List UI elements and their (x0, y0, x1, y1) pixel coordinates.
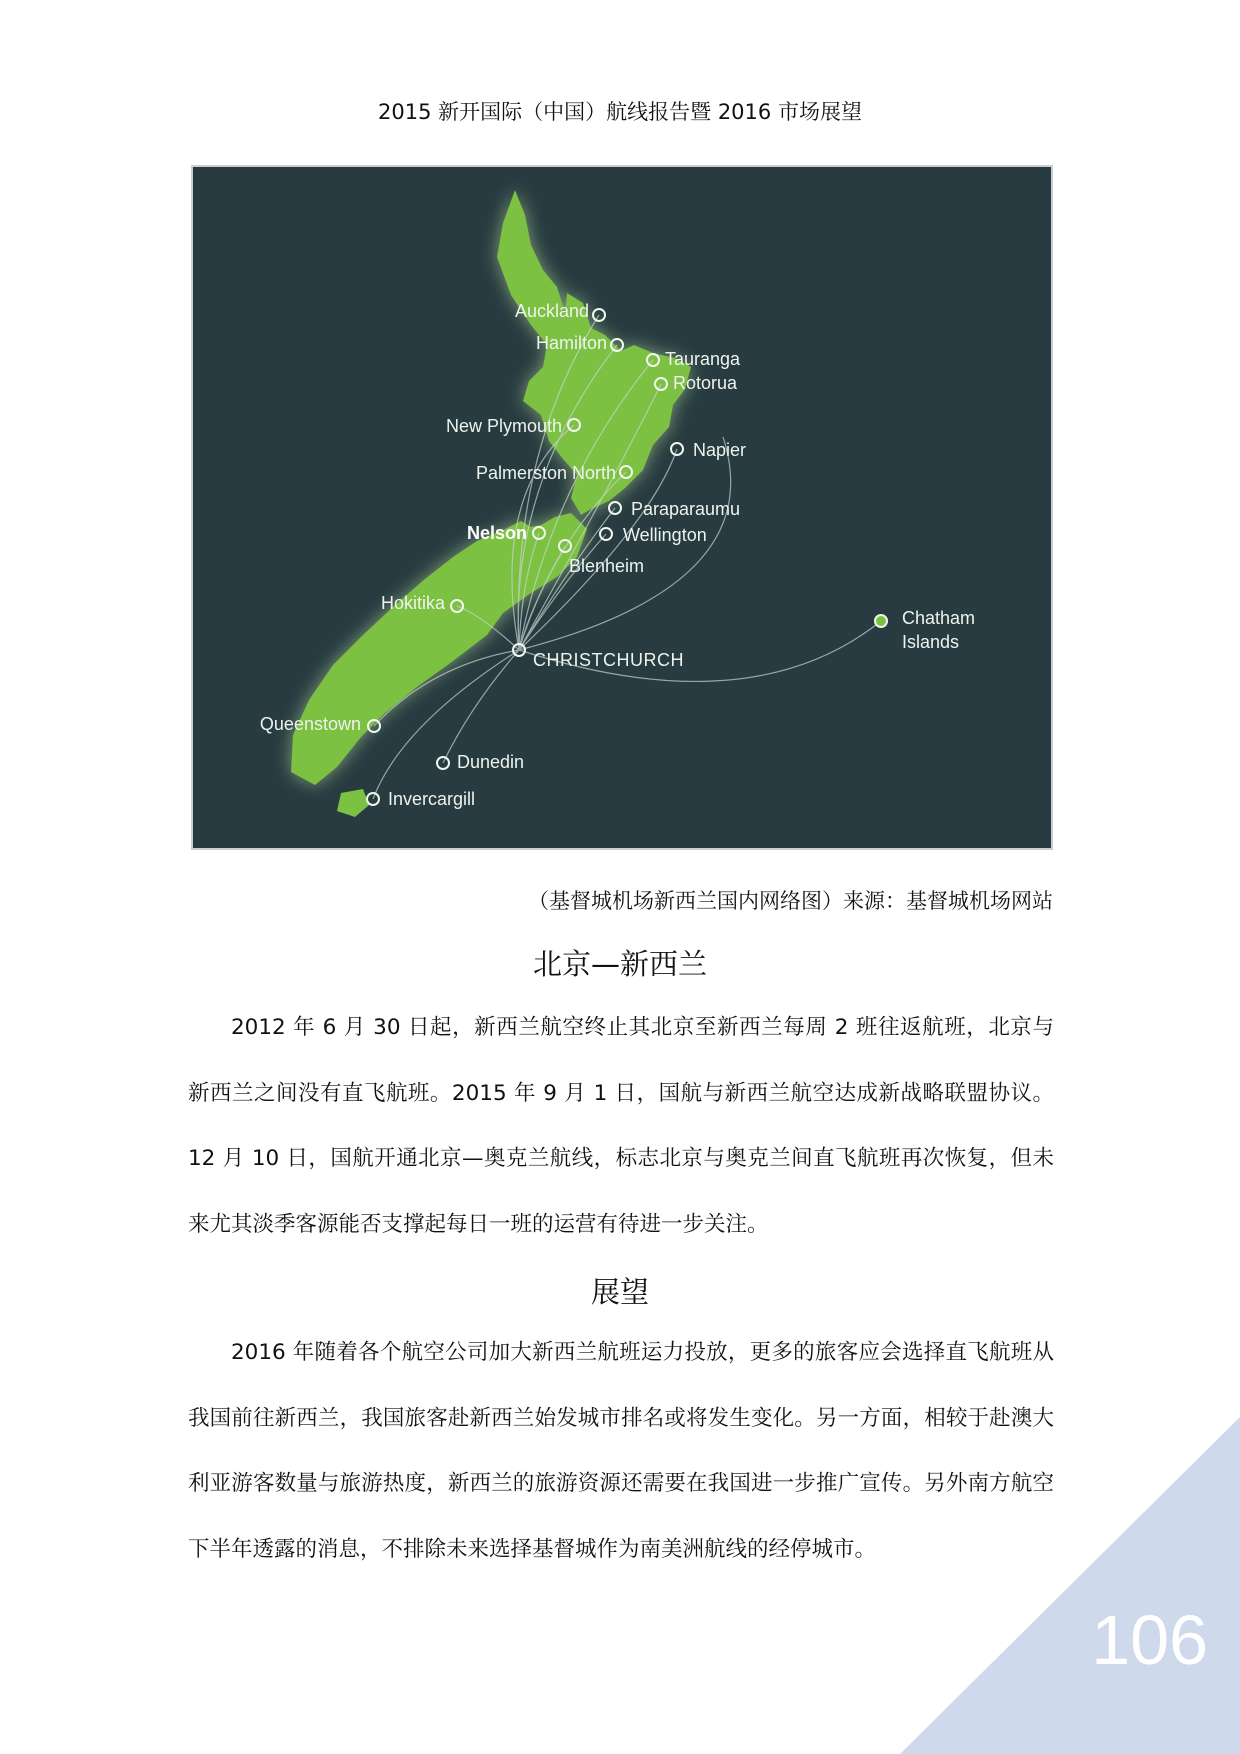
page-number: 106 (1091, 1601, 1208, 1679)
label-blenheim: Blenheim (569, 556, 645, 576)
section-title-outlook: 展望 (590, 1275, 649, 1309)
label-chatham: Chatham (902, 608, 976, 628)
label-new-plymouth: New Plymouth (445, 416, 562, 436)
running-header: 2015 新开国际（中国）航线报告暨 2016 市场展望 (378, 100, 862, 124)
label-islands: Islands (902, 632, 960, 652)
label-paraparaumu: Paraparaumu (631, 499, 741, 519)
label-dunedin: Dunedin (457, 752, 525, 772)
section-title-beijing-nz: 北京—新西兰 (532, 947, 707, 981)
label-invercargill: Invercargill (388, 789, 476, 809)
south-island-shape (291, 513, 587, 785)
label-napier: Napier (693, 440, 747, 460)
figure-caption: （基督城机场新西兰国内网络图）来源：基督城机场网站 (528, 889, 1053, 913)
label-auckland: Auckland (514, 301, 589, 321)
label-hamilton: Hamilton (535, 333, 607, 353)
route-map-svg (191, 165, 1053, 850)
label-hokitika: Hokitika (380, 593, 445, 613)
label-palmerston-north: Palmerston North (475, 463, 616, 483)
corner-decoration (900, 1417, 1240, 1754)
label-nelson: Nelson (466, 523, 527, 543)
city-marker-chatham (875, 615, 887, 627)
paragraph-beijing-nz: 2012 年 6 月 30 日起，新西兰航空终止其北京至新西兰每周 2 班往返航班，北京与新西兰之间没有直飞航班。2015 年 9 月 1 日，国航与新西兰航空达成新战略联盟协议。12 月 10 日，国航开通北京—奥克兰航线，标志北京与奥克兰间直飞航班再次恢复，但未来尤其淡季客源能否支撑起每日一班的运营有待进一步关注。 (188, 1015, 1054, 1237)
stewart-island-shape (337, 789, 369, 817)
label-rotorua: Rotorua (673, 373, 738, 393)
route-map (191, 165, 1053, 850)
label-tauranga: Tauranga (665, 349, 741, 369)
label-christchurch: CHRISTCHURCH (533, 650, 684, 670)
label-wellington: Wellington (623, 525, 707, 545)
paragraph-outlook: 2016 年随着各个航空公司加大新西兰航班运力投放，更多的旅客应会选择直飞航班从我国前往新西兰，我国旅客赴新西兰始发城市排名或将发生变化。另一方面，相较于赴澳大利亚游客数量与旅游热度，新西兰的旅游资源还需要在我国进一步推广宣传。另外南方航空下半年透露的消息，不排除未来选择基督城作为南美洲航线的经停城市。 (188, 1340, 1054, 1562)
label-queenstown: Queenstown (259, 714, 361, 734)
